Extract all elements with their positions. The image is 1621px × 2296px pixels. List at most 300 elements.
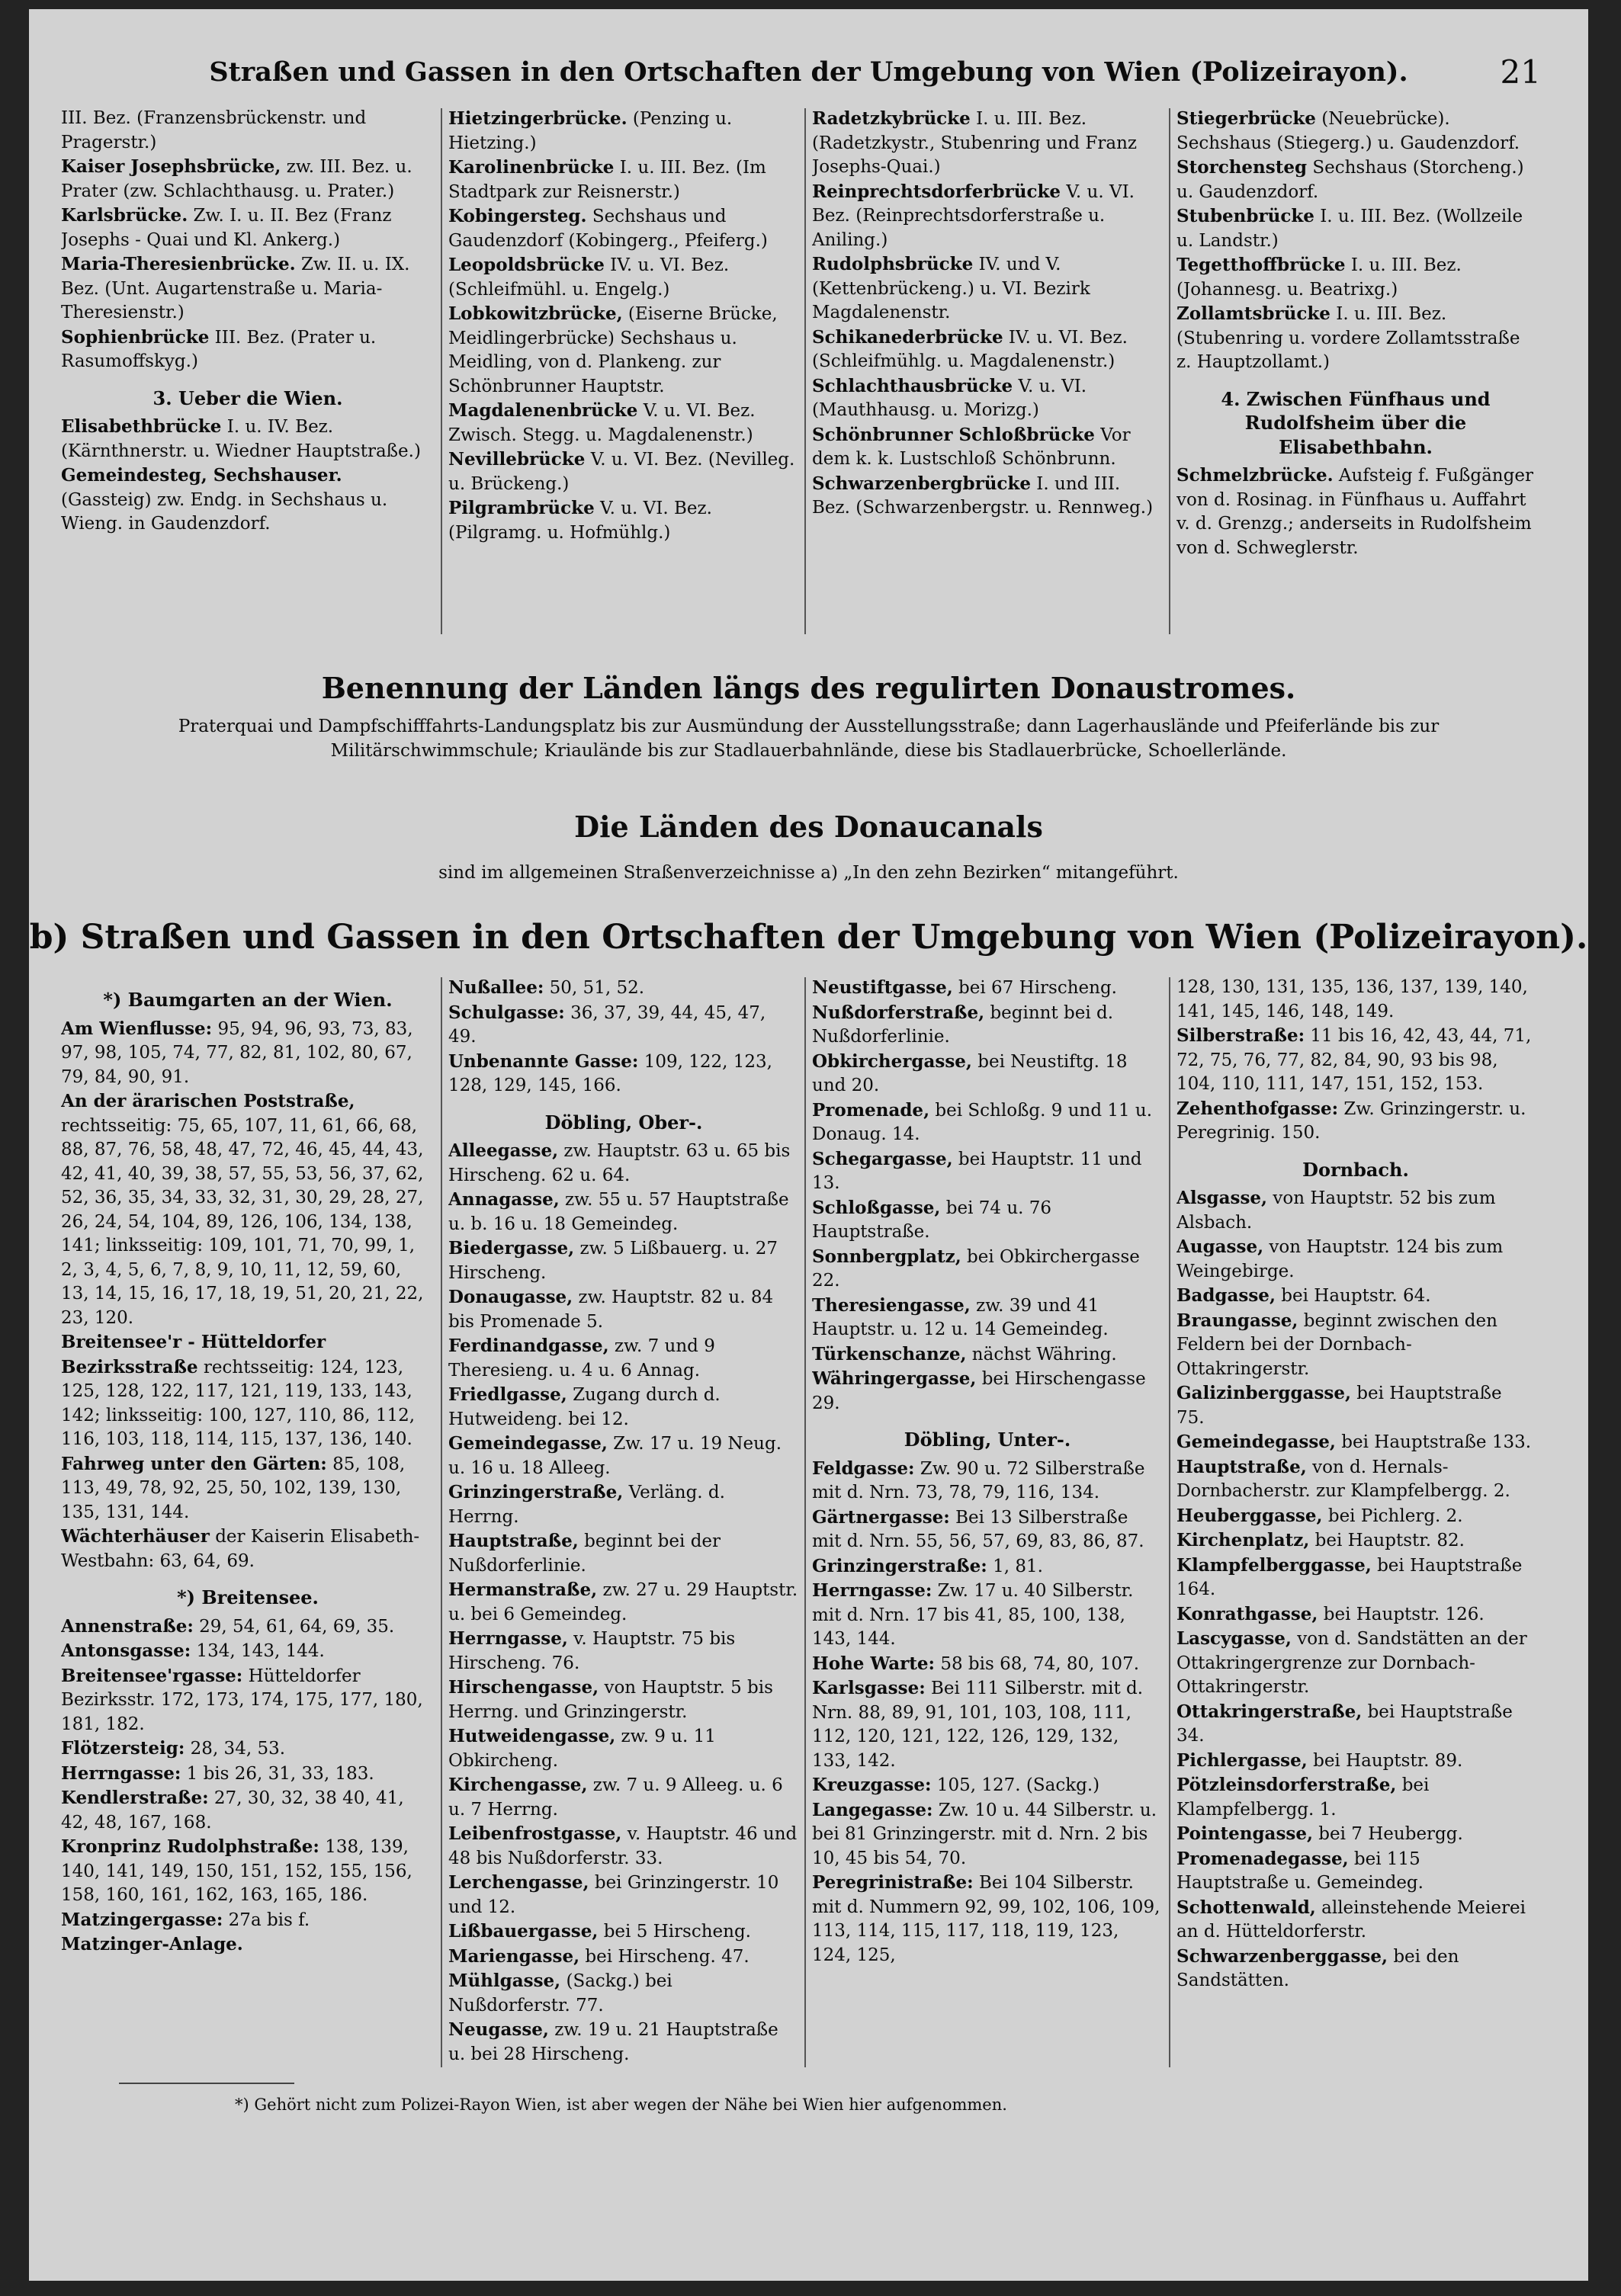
- street-name: Neustiftgasse,: [812, 977, 953, 998]
- street-details: 134, 143, 144.: [196, 1641, 325, 1661]
- book-page: [29, 9, 1588, 2281]
- street-details: 50, 51, 52.: [549, 978, 645, 998]
- street-details: (Neuebrücke). Sechshaus (Stiegerg.) u. Gaudenzdorf.: [1176, 109, 1520, 153]
- street-entry: [1176, 1455, 1535, 1504]
- top-column-1: [61, 107, 435, 656]
- canal-text: sind im allgemeinen Straßenverzeichnisse a) „In den zehn Bezirken“ mitangeführt.: [438, 863, 1179, 883]
- street-name: Zehenthofgasse:: [1176, 1098, 1339, 1119]
- street-details: 128, 130, 131, 135, 136, 137, 139, 140, 141, 145, 146, 148, 149.: [1176, 977, 1528, 1021]
- street-name: Lißbauergasse,: [448, 1921, 599, 1942]
- street-details: zw. 19 u. 21 Hauptstraße u. bei 28 Hirscheng.: [448, 2020, 778, 2064]
- street-entry: [448, 1383, 799, 1432]
- street-entry: [812, 252, 1163, 325]
- street-details: V. u. VI. Bez. Zwisch. Stegg. u. Magdalenenstr.): [448, 401, 756, 445]
- street-details: Bei 104 Silberstr. mit d. Nummern 92, 99, 102, 106, 109, 113, 114, 115, 117, 118, 119, 123, 124, 125,: [812, 1873, 1160, 1965]
- street-name: Hirschengasse,: [448, 1677, 599, 1698]
- street-entry: [448, 1480, 799, 1529]
- street-name: Biedergasse,: [448, 1238, 575, 1259]
- street-name: Fahrweg unter den Gärten:: [61, 1453, 327, 1474]
- street-details: III. Bez. (Franzensbrückenstr. und Pragerstr.): [61, 108, 367, 152]
- street-entry: [812, 1001, 1163, 1050]
- street-details: (Eiserne Brücke, Meidlingerbrücke) Sechshaus u. Meidling, von d. Plankeng. zur Schönbrunner Hauptstr.: [448, 304, 778, 396]
- street-entry: [812, 1579, 1163, 1652]
- street-details: Zw. Grinzingerstr. u. Peregrinig. 150.: [1176, 1098, 1526, 1143]
- street-entry: [1176, 1097, 1535, 1146]
- street-name: Mühlgasse,: [448, 1971, 561, 1991]
- street-name: Leopoldsbrücke: [448, 255, 605, 275]
- street-details: V. u. VI. Bez. (Reinprechtsdorferstraße u. Aniling.): [812, 181, 1135, 250]
- street-name: Badgasse,: [1176, 1285, 1276, 1306]
- street-name: Feldgasse:: [812, 1457, 915, 1479]
- street-entry: [1176, 976, 1535, 1024]
- street-entry: [448, 1334, 799, 1383]
- street-details: 1 bis 26, 31, 33, 183.: [186, 1763, 374, 1784]
- street-entry: [812, 1554, 1163, 1579]
- column-4: [1176, 976, 1535, 2073]
- street-entry: [61, 1664, 435, 1737]
- street-name: Magdalenenbrücke: [448, 400, 638, 421]
- street-entry: [448, 1578, 799, 1627]
- street-details: V. u. VI. Bez. (Nevilleg. u. Brückeng.): [448, 450, 795, 494]
- street-details: bei Hauptstr. 64.: [1281, 1286, 1431, 1306]
- street-name: Gemeindegasse,: [1176, 1432, 1336, 1452]
- street-entry: [1176, 1528, 1535, 1554]
- street-details: von Hauptstr. 52 bis zum Alsbach.: [1176, 1188, 1496, 1233]
- street-details: bei 7 Heubergg.: [1318, 1824, 1463, 1844]
- street-name: Hauptstraße,: [1176, 1456, 1307, 1477]
- column-rule: [1169, 108, 1170, 634]
- street-entry: [448, 1139, 799, 1188]
- street-details: bei Hauptstr. 89.: [1313, 1750, 1463, 1771]
- street-name: Ottakringerstraße,: [1176, 1701, 1363, 1722]
- street-details: zw. 7 und 9 Theresieng. u. 4 u. 6 Annag.: [448, 1336, 715, 1380]
- street-entry: [448, 156, 799, 204]
- street-name: Gemeindesteg, Sechshauser.: [61, 465, 342, 486]
- street-entry: [61, 1786, 435, 1835]
- street-name: Hutweidengasse,: [448, 1726, 616, 1746]
- street-entry: [448, 204, 799, 253]
- street-details: bei Obkirchergasse 22.: [812, 1246, 1140, 1291]
- street-details: zw. 27 u. 29 Hauptstr. u. bei 6 Gemeindeg.: [448, 1580, 798, 1624]
- street-name: Breitensee'rgasse:: [61, 1665, 243, 1686]
- page-number: 21: [1500, 53, 1541, 91]
- street-name: Kaiser Josephsbrücke,: [61, 156, 281, 177]
- street-details: 29, 54, 61, 64, 69, 35.: [199, 1616, 395, 1637]
- street-details: IV. u. VI. Bez. (Schleifmühlg. u. Magdalenenstr.): [812, 327, 1128, 371]
- street-entry: [1176, 253, 1535, 302]
- street-entry: [1176, 1554, 1535, 1602]
- street-details: I. u. III. Bez. (Radetzkystr., Stubenring und Franz Josephs-Quai.): [812, 109, 1138, 177]
- street-entry: [448, 1627, 799, 1676]
- street-name: Kronprinz Rudolphstraße:: [61, 1836, 319, 1857]
- column-rule: [804, 977, 806, 2067]
- street-entry: [448, 302, 799, 399]
- footnote: *) Gehört nicht zum Polizei-Rayon Wien, ist aber wegen der Nähe bei Wien hier aufgenommen.: [235, 2096, 1007, 2114]
- street-entry: [448, 253, 799, 302]
- street-entry: [1176, 1773, 1535, 1822]
- street-details: bei Hauptstraße 34.: [1176, 1701, 1513, 1746]
- street-name: Kendlerstraße:: [61, 1788, 209, 1808]
- street-details: bei Grinzingerstr. 10 und 12.: [448, 1873, 779, 1917]
- street-entry: [61, 252, 435, 325]
- street-name: Elisabethbrücke: [61, 416, 222, 437]
- street-entry: [812, 1773, 1163, 1798]
- street-entry: [812, 1457, 1163, 1506]
- street-details: Zw. 90 u. 72 Silberstraße mit d. Nrn. 73, 78, 79, 116, 134.: [812, 1458, 1145, 1502]
- section-b-title: b) Straßen und Gassen in den Ortschaften der Umgebung von Wien (Polizeirayon).: [29, 918, 1588, 957]
- street-name: Friedlgasse,: [448, 1384, 567, 1405]
- street-entry: [448, 1432, 799, 1480]
- street-details: Hütteldorfer Bezirksstr. 172, 173, 174, 175, 177, 180, 181, 182.: [61, 1666, 423, 1734]
- street-details: I. und III. Bez. (Schwarzenbergstr. u. Rennweg.): [812, 473, 1154, 518]
- street-entry: [1176, 1186, 1535, 1235]
- street-entry: [812, 107, 1163, 180]
- street-name: Lascygasse,: [1176, 1628, 1292, 1649]
- street-details: Aufsteig f. Fußgänger von d. Rosinag. in Fünfhaus u. Auffahrt v. d. Grenzg.; anderseits in Rudolfsheim von d. Schweglerstr.: [1176, 466, 1533, 558]
- street-details: 11 bis 16, 42, 43, 44, 71, 72, 75, 76, 77, 82, 84, 90, 93 bis 98, 104, 110, 111, 147, 151, 152, 153.: [1176, 1026, 1532, 1094]
- street-name: Schönbrunner Schloßbrücke: [812, 424, 1095, 445]
- street-entry: [812, 1342, 1163, 1368]
- street-entry: [448, 1822, 799, 1871]
- street-details: beginnt zwischen den Feldern bei der Dornbach-Ottakringerstr.: [1176, 1310, 1497, 1379]
- street-name: Zollamtsbrücke: [1176, 303, 1331, 324]
- street-name: Wächterhäuser: [61, 1526, 210, 1547]
- street-details: bei 5 Hirscheng.: [603, 1922, 751, 1942]
- street-name: Galizinberggasse,: [1176, 1383, 1351, 1403]
- street-entry: [448, 1001, 799, 1050]
- street-details: (Gassteig) zw. Endg. in Sechshaus u. Wieng. in Gaudenzdorf.: [61, 489, 388, 534]
- street-name: Leibenfrostgasse,: [448, 1823, 622, 1844]
- street-name: Obkirchergasse,: [812, 1050, 972, 1072]
- column-rule: [1169, 977, 1170, 2067]
- street-entry: [812, 1196, 1163, 1245]
- street-details: Zugang durch d. Hutweideng. bei 12.: [448, 1385, 721, 1429]
- column-rule: [804, 108, 806, 634]
- street-name: Augasse,: [1176, 1236, 1264, 1257]
- street-entry: [1176, 302, 1535, 375]
- street-name: Herrngasse,: [448, 1628, 568, 1649]
- street-entry: [1176, 1749, 1535, 1774]
- street-name: Pointengasse,: [1176, 1823, 1313, 1844]
- column-rule: [441, 977, 442, 2067]
- street-details: V. u. VI. Bez. (Pilgramg. u. Hofmühlg.): [448, 499, 712, 543]
- street-entry: [1176, 1822, 1535, 1847]
- column-subheading: Döbling, Unter-.: [904, 1429, 1071, 1451]
- street-name: Annagasse,: [448, 1189, 560, 1210]
- street-entry: [1176, 1504, 1535, 1529]
- street-name: Sonnbergplatz,: [812, 1246, 961, 1267]
- street-details: 95, 94, 96, 93, 73, 83, 97, 98, 105, 74, 77, 82, 81, 102, 80, 67, 79, 84, 90, 91.: [61, 1018, 413, 1087]
- street-details: 36, 37, 39, 44, 45, 47, 49.: [448, 1002, 766, 1047]
- street-details: I. u. III. Bez. (Stubenring u. vordere Zollamtsstraße z. Hauptzollamt.): [1176, 304, 1520, 372]
- street-entry: [448, 399, 799, 447]
- street-entry: [448, 447, 799, 496]
- street-details: bei Hauptstraße 75.: [1176, 1384, 1502, 1428]
- street-name: Matzinger-Anlage.: [61, 1934, 243, 1954]
- street-details: Verläng. d. Herrng.: [448, 1483, 725, 1527]
- street-entry: [61, 1017, 435, 1090]
- street-name: Annenstraße:: [61, 1615, 194, 1637]
- street-name: Hohe Warte:: [812, 1653, 936, 1674]
- street-entry: [448, 1773, 799, 1822]
- street-name: Schlachthausbrücke: [812, 375, 1013, 396]
- street-entry: [61, 1615, 435, 1640]
- street-entry: [448, 1871, 799, 1919]
- street-name: Flötzersteig:: [61, 1738, 185, 1759]
- street-name: Schegargasse,: [812, 1148, 953, 1169]
- street-entry: [1176, 1235, 1535, 1284]
- street-entry: [812, 180, 1163, 253]
- street-name: Kirchengasse,: [448, 1775, 588, 1795]
- street-details: 28, 34, 53.: [190, 1739, 286, 1759]
- street-name: Alleegasse,: [448, 1140, 559, 1161]
- street-entry: [448, 496, 799, 545]
- street-name: Ferdinandgasse,: [448, 1336, 609, 1356]
- street-entry: [812, 1245, 1163, 1294]
- street-details: 85, 108, 113, 49, 78, 92, 25, 50, 102, 139, 130, 135, 131, 144.: [61, 1454, 406, 1522]
- street-entry: [448, 107, 799, 156]
- street-details: alleinstehende Meierei an d. Hütteldorferstr.: [1176, 1897, 1526, 1942]
- street-details: bei 74 u. 76 Hauptstraße.: [812, 1198, 1052, 1242]
- street-details: 58 bis 68, 74, 80, 107.: [940, 1653, 1140, 1674]
- street-entry: [1176, 1602, 1535, 1627]
- street-name: Herrngasse:: [61, 1762, 181, 1784]
- column-subheading: *) Breitensee.: [177, 1586, 319, 1608]
- street-name: Langegasse:: [812, 1799, 933, 1820]
- street-details: Sechshaus und Gaudenzdorf (Kobingerg., Pfeiferg.): [448, 207, 768, 251]
- street-entry: [812, 423, 1163, 472]
- street-details: bei Klampfelbergg. 1.: [1176, 1775, 1430, 1820]
- street-details: I. u. III. Bez. (Wollzeile u. Landstr.): [1176, 207, 1523, 251]
- street-details: beginnt bei d. Nußdorferlinie.: [812, 1002, 1114, 1047]
- street-entry: [448, 1529, 799, 1578]
- street-entry: [448, 1285, 799, 1334]
- street-details: v. Hauptstr. 46 und 48 bis Nußdorferstr. 33.: [448, 1824, 798, 1868]
- street-details: bei Pichlerg. 2.: [1327, 1506, 1463, 1526]
- footnote-rule: [119, 2083, 294, 2084]
- street-name: Herrngasse:: [812, 1580, 932, 1601]
- street-entry: [61, 1908, 435, 1933]
- street-entry: [448, 1050, 799, 1098]
- street-details: Zw. 17 u. 40 Silberstr. mit d. Nrn. 17 bis 41, 85, 100, 138, 143, 144.: [812, 1581, 1134, 1649]
- street-name: Radetzkybrücke: [812, 108, 971, 129]
- street-entry: [61, 1762, 435, 1787]
- street-details: rechtsseitig: 124, 123, 125, 128, 122, 117, 121, 119, 133, 143, 142; linksseitig: 100, 127, 110, 86, 112, 116, 103, 118, 114, 115, 137, 136, 140.: [61, 1357, 416, 1449]
- street-name: Grinzingerstraße,: [448, 1482, 624, 1502]
- column-subheading: 4. Zwischen Fünfhaus und Rudolfsheim über die Elisabethbahn.: [1221, 387, 1491, 458]
- street-details: 27, 30, 32, 38 40, 41, 42, 48, 167, 168.: [61, 1788, 404, 1833]
- street-details: von d. Hernals-Dornbacherstr. zur Klampfelbergg. 2.: [1176, 1457, 1510, 1501]
- street-name: Am Wienflusse:: [61, 1018, 213, 1039]
- street-details: bei Schloßg. 9 und 11 u. Donaug. 14.: [812, 1100, 1153, 1144]
- street-name: Schottenwald,: [1176, 1897, 1316, 1918]
- street-details: III. Bez. (Prater u. Rasumoffskyg.): [61, 327, 377, 371]
- laende-text-line-2: Militärschwimmschule; Kriaulände bis zur Stadlauerbahnlände, diese bis Stadlauerbrücke, Schoellerlände.: [330, 741, 1287, 761]
- street-entry: [812, 374, 1163, 423]
- street-name: Schikanederbrücke: [812, 326, 1003, 348]
- street-entry: [61, 1736, 435, 1762]
- street-name: Nußdorferstraße,: [812, 1002, 985, 1023]
- street-entry: [448, 1919, 799, 1945]
- street-name: Stubenbrücke: [1176, 206, 1314, 226]
- street-details: IV. u. VI. Bez. (Schleifmühl. u. Engelg.): [448, 255, 730, 300]
- street-details: 27a bis f.: [228, 1910, 310, 1930]
- street-name: Kreuzgasse:: [812, 1775, 932, 1795]
- street-name: Lerchengasse,: [448, 1872, 589, 1893]
- street-details: von d. Sandstätten an der Ottakringergrenze zur Dornbach-Ottakringerstr.: [1176, 1629, 1527, 1697]
- street-details: bei Hauptstr. 126.: [1323, 1604, 1485, 1624]
- street-name: Schwarzenberggasse,: [1176, 1945, 1388, 1967]
- street-details: (Penzing u. Hietzing.): [448, 109, 733, 153]
- street-details: Zw. 10 u. 44 Silberstr. u. bei 81 Grinzingerstr. mit d. Nrn. 2 bis 10, 45 bis 54, 70.: [812, 1800, 1157, 1868]
- running-head: Straßen und Gassen in den Ortschaften der Umgebung von Wien (Polizeirayon).: [209, 56, 1408, 88]
- street-name: Schloßgasse,: [812, 1197, 941, 1218]
- street-details: von Hauptstr. 5 bis Herrng. und Grinzingerstr.: [448, 1678, 773, 1722]
- street-entry: [812, 1506, 1163, 1554]
- column-2: [448, 976, 799, 2073]
- column-subheading: 3. Ueber die Wien.: [152, 386, 343, 409]
- street-details: I. u. III. Bez. (Im Stadtpark zur Reisnerstr.): [448, 158, 766, 202]
- street-entry: [448, 2018, 799, 2067]
- street-details: Vor dem k. k. Lustschloß Schönbrunn.: [812, 425, 1131, 469]
- street-entry: [812, 1676, 1163, 1773]
- street-entry: [448, 1969, 799, 2018]
- street-entry: [812, 1147, 1163, 1196]
- canal-title: Die Länden des Donaucanals: [574, 810, 1043, 844]
- column-subheading: Döbling, Ober-.: [544, 1111, 703, 1134]
- street-entry: [61, 325, 435, 374]
- street-details: zw. 39 und 41 Hauptstr. u. 12 u. 14 Gemeindeg.: [812, 1295, 1109, 1339]
- street-entry: [61, 204, 435, 252]
- street-name: Sophienbrücke: [61, 326, 210, 348]
- street-details: bei Hauptstr. 11 und 13.: [812, 1149, 1142, 1193]
- street-name: Unbenannte Gasse:: [448, 1050, 639, 1072]
- street-name: Lobkowitzbrücke,: [448, 303, 623, 324]
- street-entry: [61, 415, 435, 463]
- street-details: beginnt bei der Nußdorferlinie.: [448, 1531, 721, 1576]
- street-name: Konrathgasse,: [1176, 1603, 1318, 1624]
- street-name: Maria-Theresienbrücke.: [61, 254, 296, 274]
- street-name: Braungasse,: [1176, 1310, 1298, 1331]
- street-details: zw. 55 u. 57 Hauptstraße u. b. 16 u. 18 Gemeindeg.: [448, 1190, 789, 1234]
- street-entry: [812, 1798, 1163, 1871]
- street-name: Hauptstraße,: [448, 1531, 579, 1551]
- street-name: Karolinenbrücke: [448, 157, 615, 178]
- laende-title: Benennung der Länden längs des regulirten Donaustromes.: [321, 671, 1296, 705]
- street-entry: [812, 1050, 1163, 1098]
- street-name: Matzingergasse:: [61, 1909, 223, 1930]
- street-entry: [1176, 1896, 1535, 1945]
- street-details: 1, 81.: [993, 1556, 1043, 1576]
- street-name: Promenade,: [812, 1099, 930, 1121]
- street-entry: [812, 1871, 1163, 1967]
- street-entry: [61, 463, 435, 537]
- street-details: Zw. II. u. IX. Bez. (Unt. Augartenstraße u. Maria-Theresienstr.): [61, 255, 410, 322]
- street-entry: [61, 1089, 435, 1330]
- street-entry: [1176, 463, 1535, 560]
- street-name: Alsgasse,: [1176, 1188, 1268, 1208]
- street-details: v. Hauptstr. 75 bis Hirscheng. 76.: [448, 1629, 736, 1673]
- street-name: Neugasse,: [448, 2019, 549, 2040]
- street-name: Gärtnergasse:: [812, 1506, 950, 1528]
- street-name: Tegetthoffbrücke: [1176, 255, 1346, 275]
- top-column-3: [812, 107, 1163, 656]
- street-name: Pichlergasse,: [1176, 1749, 1308, 1771]
- street-name: Gemeindegasse,: [448, 1433, 608, 1454]
- street-name: Nevillebrücke: [448, 449, 586, 470]
- street-details: zw. Hauptstr. 82 u. 84 bis Promenade 5.: [448, 1287, 774, 1332]
- street-name: Donaugasse,: [448, 1287, 573, 1307]
- street-name: Reinprechtsdorferbrücke: [812, 181, 1061, 202]
- street-details: zw. 9 u. 11 Obkircheng.: [448, 1727, 716, 1771]
- street-entry: [61, 1932, 435, 1958]
- street-details: Zw. I. u. II. Bez (Franz Josephs - Quai und Kl. Ankerg.): [61, 206, 392, 250]
- street-entry: [448, 1676, 799, 1724]
- street-entry: [812, 325, 1163, 374]
- street-entry: [448, 1188, 799, 1236]
- street-details: I. u. III. Bez. (Johannesg. u. Beatrixg.): [1176, 255, 1462, 300]
- street-details: bei Hauptstraße 133.: [1341, 1432, 1532, 1452]
- street-name: An der ärarischen Poststraße,: [61, 1091, 355, 1111]
- street-name: Breitensee'r - Hütteldorfer Bezirksstraße: [61, 1332, 326, 1377]
- street-entry: [1176, 156, 1535, 204]
- street-name: Silberstraße:: [1176, 1025, 1305, 1046]
- street-name: Heuberggasse,: [1176, 1505, 1323, 1526]
- street-entry: [812, 1294, 1163, 1342]
- street-name: Karlsbrücke.: [61, 205, 188, 226]
- street-details: 105, 127. (Sackg.): [936, 1775, 1100, 1795]
- street-entry: [812, 472, 1163, 521]
- street-details: Bei 111 Silberstr. mit d. Nrn. 88, 89, 91, 101, 103, 108, 111, 112, 120, 121, 122, 126, 129, 132, 133, 142.: [812, 1679, 1144, 1771]
- street-entry: [1176, 1284, 1535, 1309]
- street-name: Pilgrambrücke: [448, 498, 595, 518]
- street-details: Zw. 17 u. 19 Neug. u. 16 u. 18 Alleeg.: [448, 1434, 782, 1478]
- street-details: bei 115 Hauptstraße u. Gemeindeg.: [1176, 1849, 1424, 1893]
- street-details: zw. Hauptstr. 63 u. 65 bis Hirscheng. 62 u. 64.: [448, 1141, 791, 1185]
- street-details: Sechshaus (Storcheng.) u. Gaudenzdorf.: [1176, 158, 1524, 202]
- street-entry: [1176, 1627, 1535, 1700]
- street-details: der Kaiserin Elisabeth-Westbahn: 63, 64, 69.: [61, 1527, 420, 1571]
- street-details: bei Hauptstraße 164.: [1176, 1555, 1523, 1599]
- street-details: zw. 7 u. 9 Alleeg. u. 6 u. 7 Herrng.: [448, 1775, 783, 1820]
- street-details: 138, 139, 140, 141, 149, 150, 151, 152, 155, 156, 158, 160, 161, 162, 163, 165, 186.: [61, 1837, 412, 1905]
- street-name: Rudolphsbrücke: [812, 254, 974, 274]
- column-rule: [441, 108, 442, 634]
- street-entry: [448, 976, 799, 1001]
- street-entry: [61, 155, 435, 204]
- street-name: Klampfelberggasse,: [1176, 1554, 1372, 1576]
- street-name: Türkenschanze,: [812, 1343, 967, 1364]
- street-name: Hietzingerbrücke.: [448, 108, 628, 129]
- street-entry: [1176, 1847, 1535, 1896]
- street-details: (Sackg.) bei Nußdorferstr. 77.: [448, 1971, 672, 2015]
- street-name: Kobingersteg.: [448, 206, 587, 226]
- street-details: zw. 5 Lißbauerg. u. 27 Hirscheng.: [448, 1239, 778, 1283]
- street-name: Karlsgasse:: [812, 1678, 926, 1698]
- street-entry: [812, 976, 1163, 1001]
- street-entry: [1176, 1024, 1535, 1097]
- column-1: [61, 976, 435, 2073]
- street-entry: [1176, 1700, 1535, 1749]
- laende-text-line-1: Praterquai und Dampfschifffahrts-Landungsplatz bis zur Ausmündung der Ausstellungsstraße; dann Lagerhauslände und Pfeiferlände bis zur: [178, 717, 1440, 736]
- street-entry: [1176, 1945, 1535, 1993]
- top-column-4: [1176, 107, 1535, 656]
- street-name: Kirchenplatz,: [1176, 1530, 1310, 1550]
- column-3: [812, 976, 1163, 2073]
- street-details: zw. III. Bez. u. Prater (zw. Schlachthausg. u. Prater.): [61, 157, 412, 201]
- street-name: Theresiengasse,: [812, 1294, 971, 1316]
- street-entry: [1176, 1381, 1535, 1430]
